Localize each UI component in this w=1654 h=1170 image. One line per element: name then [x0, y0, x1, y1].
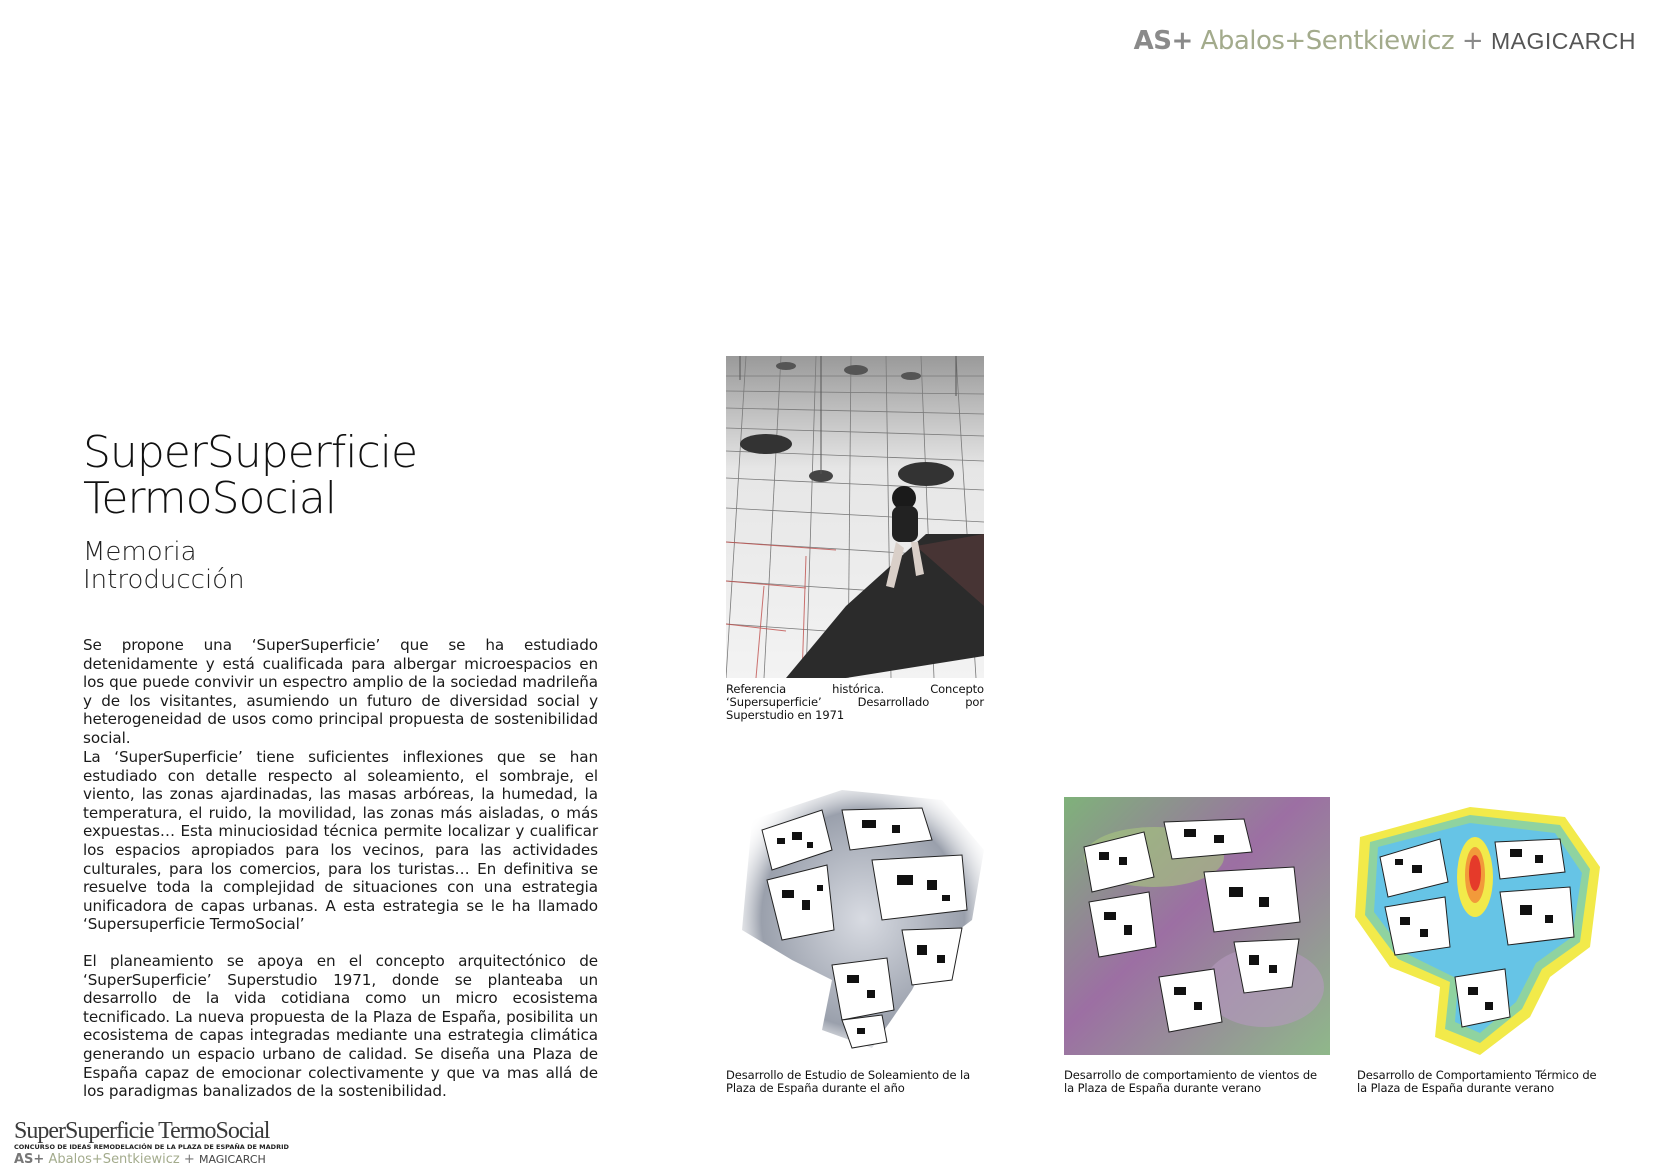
footer-brand-magicarch: MAGICARCH [198, 1153, 266, 1166]
footer-title: SuperSuperficie TermoSocial [14, 1118, 270, 1144]
page-title [83, 427, 603, 524]
thermal-study-map [1350, 797, 1604, 1059]
photo-caption: Referencia histórica. Concepto ‘Supersuperficie’ Desarrollado por Superstudio en 1971 [726, 682, 984, 722]
solar-study-caption: Desarrollo de Estudio de Soleamiento de la Plaza de España durante el año [726, 1068, 971, 1095]
brand-as: AS+ [1133, 26, 1193, 56]
paragraph-3: El planeamiento se apoya en el concepto arquitectónico de ‘SuperSuperficie’ Superstudio 1971, donde se planteaba un desarrollo de la vida cotidiana como un micro ecosistema tecnificado. La nueva propuesta de la Plaza de España, posibilita un ecosistema de capas integradas mediante una estrategia climática generando un espacio urbano de calidad. Se diseña una Plaza de España capaz de emocionar colectivamente y que va mas allá de los paradigmas banalizados de la sostenibilidad. [83, 952, 598, 1101]
paragraph-2: La ‘SuperSuperficie’ tiene suficientes inflexiones que se han estudiado con detalle respecto al soleamiento, el sombraje, el viento, las zonas ajardinadas, las masas arbóreas, la humedad, la temperatura, el ruido, la movilidad, las zonas más aisladas, o más expuestas… Esta minuciosidad técnica permite localizar y cualificar los espacios apropiados para los vecinos, para las actividades culturales, para los comercios, para los turistas… En definitiva se resuelve toda la complejidad de situaciones con una estrategia unificadora de capas urbanas. A esta estrategia se le ha llamado ‘Supersuperficie TermoSocial’ [83, 748, 598, 934]
title-line-2: TermoSocial [83, 473, 337, 524]
thermal-study-caption: Desarrollo de Comportamiento Térmico de la Plaza de España durante verano [1357, 1068, 1597, 1095]
footer-brand-as: AS+ [14, 1152, 45, 1167]
footer-brand-plus: + [183, 1152, 195, 1167]
footer-logo [14, 1118, 334, 1167]
solar-study-map [722, 780, 994, 1058]
footer-brand-names: Abalos+Sentkiewicz [48, 1152, 180, 1167]
paragraph-1: Se propone una ‘SuperSuperficie’ que se ha estudiado detenidamente y está cualificada para albergar microespacios en los que puede convivir un espectro amplio de la sociedad madrileña y de los visitantes, asumiendo un futuro de diversidad social y heterogeneidad de usos como principal propuesta de sostenibilidad social. [83, 636, 598, 747]
wind-study-map [1064, 797, 1330, 1055]
brand-plus: + [1461, 26, 1484, 56]
brand-magicarch: MAGICARCH [1490, 28, 1636, 54]
subtitle-line-1: Memoria [83, 537, 197, 567]
page-subtitle [83, 538, 245, 594]
subtitle-line-2: Introducción [83, 565, 245, 595]
wind-study-caption: Desarrollo de comportamiento de vientos de la Plaza de España durante verano [1064, 1068, 1318, 1095]
footer-brand [14, 1152, 334, 1167]
footer-subtitle: CONCURSO DE IDEAS REMODELACIÓN DE LA PLAZA DE ESPAÑA DE MADRID [14, 1143, 289, 1151]
brand-names: Abalos+Sentkiewicz [1200, 26, 1455, 56]
title-line-1: SuperSuperficie [83, 427, 418, 478]
historic-photo [726, 356, 984, 678]
header-brand [1134, 26, 1636, 56]
